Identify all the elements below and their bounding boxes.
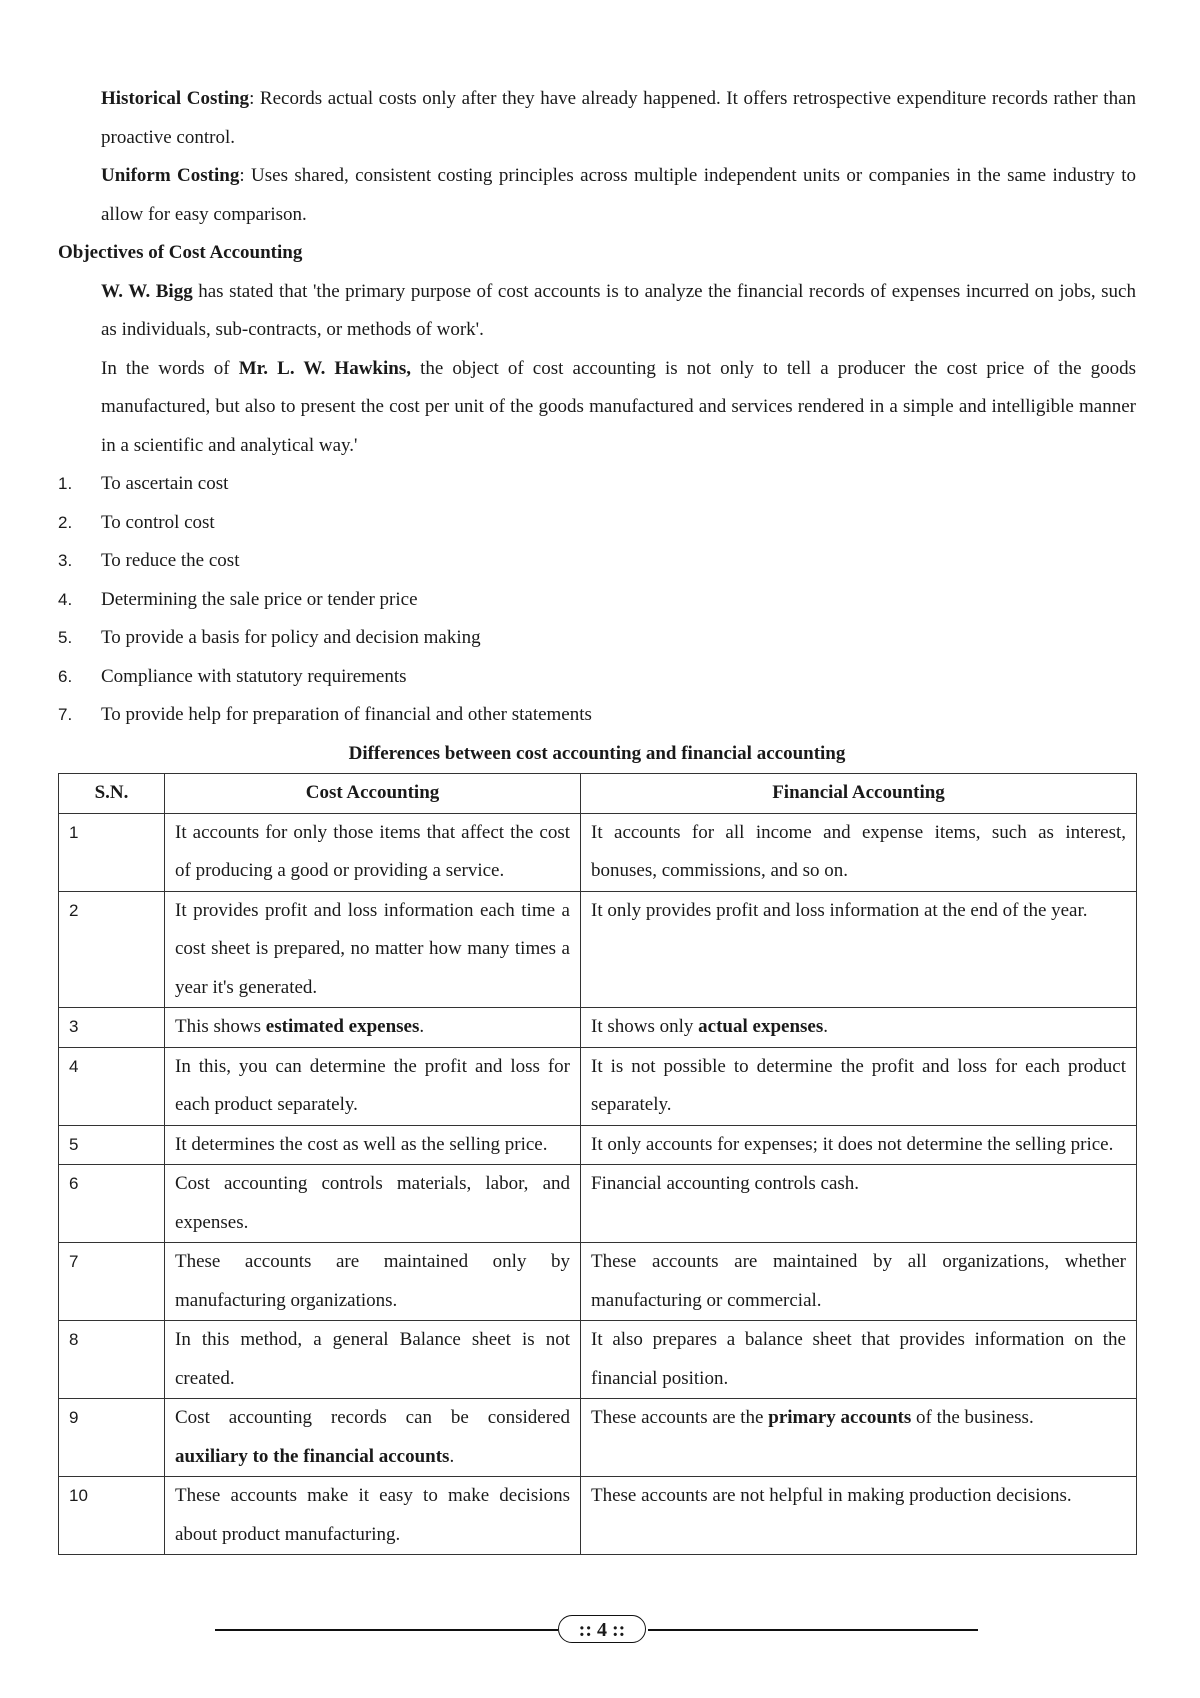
cell-text: It provides profit and loss information each time a cost sheet is prepared, no matter how many times a year it's generated. [175,899,570,998]
cell-cost-accounting [165,1125,581,1165]
footer-rule-left [215,1629,558,1631]
list-item-text: Determining the sale price or tender price [101,588,418,610]
cell-cost-accounting [165,1321,581,1399]
list-item-number: 7. [58,705,73,724]
list-item [58,542,1136,581]
table-row [59,1243,1137,1321]
table-title: Differences between cost accounting and financial accounting [348,742,846,764]
table-row [59,1008,1137,1048]
cell-cost-accounting [165,1165,581,1243]
cell-text: These accounts are the [591,1407,769,1428]
cell-sn: 9 [59,1399,165,1477]
cell-text: It also prepares a balance sheet that provides information on the financial position. [591,1329,1126,1389]
bigg-quote-paragraph: W. W. Bigg has stated that 'the primary purpose of cost accounts is to analyze the financial records of expenses incurred on jobs, such as individuals, sub-contracts, or methods of work'. [101,280,1136,340]
section-heading: Objectives of Cost Accounting [58,242,303,263]
cell-sn: 8 [59,1321,165,1399]
cell-cost-accounting [165,1477,581,1555]
list-item-number: 5. [58,628,73,647]
cell-sn: 3 [59,1008,165,1048]
cell-text: It determines the cost as well as the selling price. [175,1133,548,1155]
cell-text: These accounts make it easy to make decisions about product manufacturing. [175,1485,570,1545]
cell-text: These accounts are maintained only by manufacturing organizations. [175,1251,570,1311]
list-item-number: 1. [58,474,73,493]
cell-cost-accounting [165,813,581,891]
cell-text: These accounts are not helpful in making production decisions. [591,1485,1072,1506]
cell-sn: 5 [59,1125,165,1165]
cell-cost-accounting [165,1008,581,1048]
cell-financial-accounting [581,1165,1137,1243]
author-name: W. W. Bigg [101,280,193,302]
list-item-number: 6. [58,666,73,686]
definition: Uses shared, consistent costing principles across multiple independent units or companies in the same industry to allow for easy comparison. [101,165,1136,225]
table-row [59,891,1137,1008]
emphasis-text: primary accounts [768,1407,912,1428]
cell-text: Cost accounting records can be considered [175,1407,570,1428]
term: Uniform Costing [101,165,240,186]
page-footer [0,1612,1200,1648]
cell-cost-accounting [165,1047,581,1125]
cell-text: of the business. [911,1407,1034,1428]
list-item-number: 3. [58,551,73,570]
list-item [58,465,1136,504]
cell-text: Financial accounting controls cash. [591,1173,860,1194]
list-item-text: To reduce the cost [101,550,240,571]
cell-text: It only provides profit and loss information at the end of the year. [591,899,1088,921]
header-financial-accounting: Financial Accounting [581,774,1137,814]
historical-costing-paragraph: Historical Costing: Records actual costs only after they have already happened. It offers retrospective expenditure records rather than proactive control. [101,88,1136,148]
list-item-text: To ascertain cost [101,473,229,494]
cell-text: In this method, a general Balance sheet is not created. [175,1329,570,1389]
table-row [59,813,1137,891]
uniform-costing-paragraph: Uniform Costing: Uses shared, consistent costing principles across multiple independent units or companies in the same industry to allow for easy comparison. [101,165,1136,225]
emphasis-text: estimated expenses [265,1016,420,1037]
differences-table [58,773,1137,1555]
cell-text: These accounts are maintained by all organizations, whether manufacturing or commercial. [591,1251,1126,1311]
hawkins-quote-paragraph: In the words of Mr. L. W. Hawkins, the object of cost accounting is not only to tell a producer the cost price of the goods manufactured, but also to present the cost per unit of the goods manufactured and services rendered in a simple and intelligible manner in a scientific and analytical way.' [101,357,1137,456]
cell-text: In this, you can determine the profit and loss for each product separately. [175,1055,570,1115]
cell-financial-accounting [581,1399,1137,1477]
table-row [59,1477,1137,1555]
cell-cost-accounting [165,891,581,1008]
cell-text: . [449,1445,455,1467]
table-row [59,1399,1137,1477]
cell-sn: 10 [59,1477,165,1555]
cell-sn: 2 [59,891,165,1008]
cell-financial-accounting [581,1477,1137,1555]
list-item-number: 2. [58,512,73,532]
cell-text: It only accounts for expenses; it does not determine the selling price. [591,1133,1114,1155]
table-row [59,1321,1137,1399]
header-sn: S.N. [59,774,165,814]
cell-text: It is not possible to determine the profit and loss for each product separately. [591,1055,1126,1115]
list-item [58,619,1136,658]
cell-text: . [419,1016,425,1037]
emphasis-text: actual expenses [698,1016,824,1037]
objectives-list [58,465,1136,735]
cell-financial-accounting [581,1125,1137,1165]
list-item-text: To provide help for preparation of financial and other statements [101,704,592,725]
cell-text: It accounts for only those items that affect the cost of producing a good or providing a service. [175,821,570,881]
table-header-row [59,774,1137,814]
cell-sn: 7 [59,1243,165,1321]
cell-sn: 4 [59,1047,165,1125]
header-cost-accounting: Cost Accounting [165,774,581,814]
table-body [59,813,1137,1555]
table-row [59,1047,1137,1125]
term: Historical Costing [101,88,250,109]
document-page [58,80,1136,1555]
list-item-number: 4. [58,589,73,609]
emphasis-text: auxiliary to the financial accounts [175,1445,450,1467]
cell-text: . [823,1016,828,1037]
table-row [59,1125,1137,1165]
page-number: :: 4 :: [558,1615,646,1643]
cell-text: This shows [175,1016,266,1037]
cell-financial-accounting [581,813,1137,891]
cell-financial-accounting [581,1047,1137,1125]
cell-financial-accounting [581,891,1137,1008]
cell-financial-accounting [581,1008,1137,1048]
cell-cost-accounting [165,1399,581,1477]
cell-sn: 1 [59,813,165,891]
definition: Records actual costs only after they have already happened. It offers retrospective expenditure records rather than proactive control. [101,88,1136,148]
list-item [58,696,1136,735]
cell-text: It accounts for all income and expense items, such as interest, bonuses, commissions, and so on. [591,821,1126,881]
footer-rule-right [648,1629,978,1631]
list-item-text: Compliance with statutory requirements [101,665,407,687]
cell-sn: 6 [59,1165,165,1243]
list-item-text: To provide a basis for policy and decision making [101,627,481,648]
cell-text: Cost accounting controls materials, labor, and expenses. [175,1173,570,1233]
cell-financial-accounting [581,1321,1137,1399]
cell-cost-accounting [165,1243,581,1321]
cell-text: It shows only [591,1016,699,1037]
list-item [58,658,1136,697]
author-name: Mr. L. W. Hawkins, [238,357,411,379]
list-item [58,581,1136,620]
list-item-text: To control cost [101,511,215,533]
list-item [58,504,1136,543]
cell-financial-accounting [581,1243,1137,1321]
table-row [59,1165,1137,1243]
